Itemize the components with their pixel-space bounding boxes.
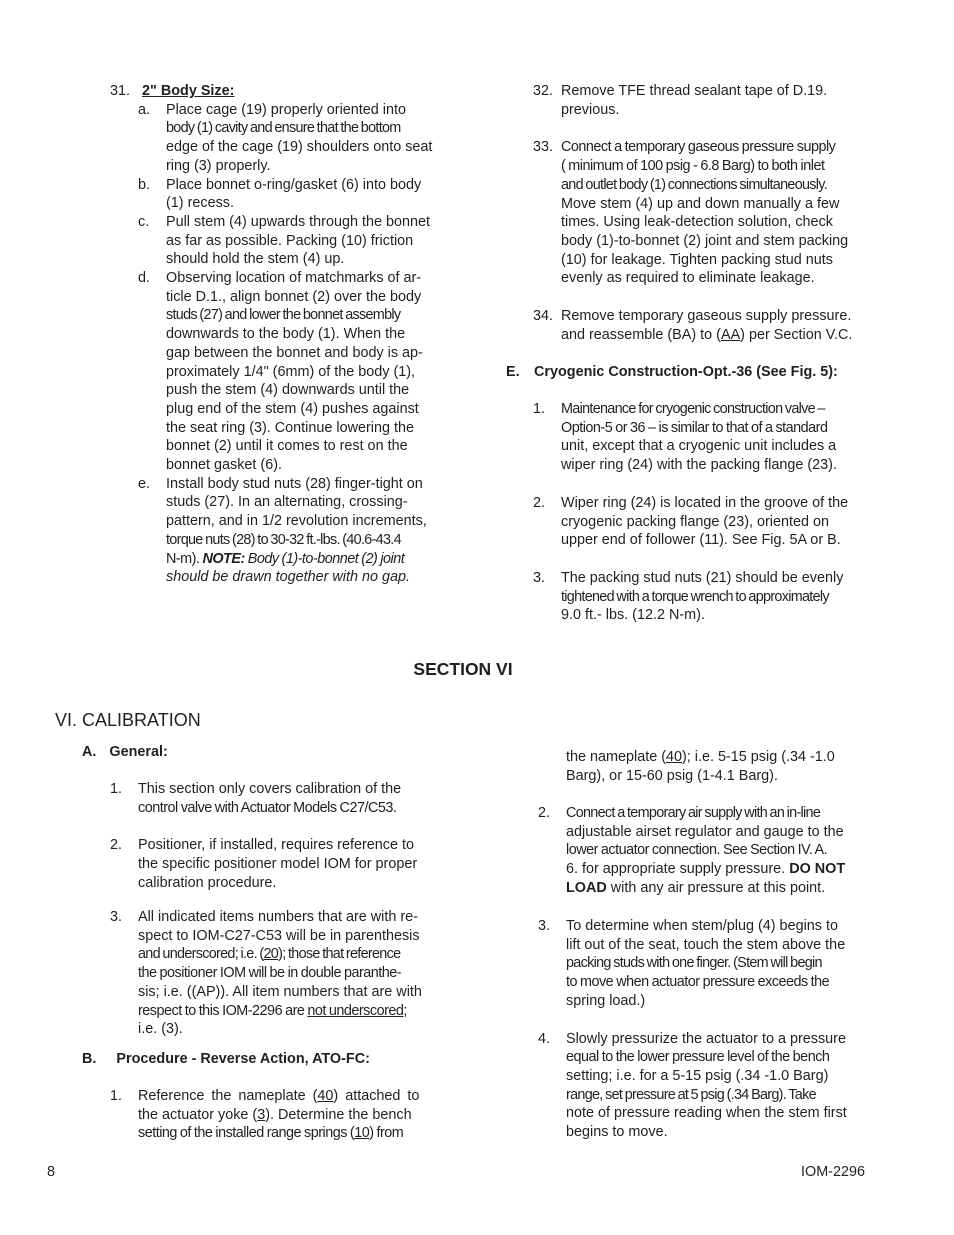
step-31-substeps (110, 101, 442, 587)
step-a3-line: sis; i.e. ((AP)). All item numbers that are with (138, 983, 422, 1000)
step-line: upper end of follower (11). See Fig. 5A or B. (561, 532, 841, 549)
step-number: 2. (538, 805, 551, 821)
substep-line: ring (3) properly. (166, 157, 271, 174)
substep-letter: d. (138, 270, 151, 287)
step-34-line-2: and reassemble (BA) to (AA) per Section V.C. (561, 326, 853, 343)
substep-line: edge of the cage (19) shoulders onto seat (166, 139, 433, 156)
step-33-line: times. Using leak-detection solution, check (561, 214, 833, 231)
document-id: IOM-2296 (801, 1164, 865, 1180)
step-a3-line: respect to this IOM-2296 are not underscored; (138, 1002, 407, 1019)
step-line: control valve with Actuator Models C27/C53. (138, 799, 397, 816)
section-title: General: (109, 744, 168, 760)
step-line: 9.0 ft.- lbs. (12.2 N-m). (561, 607, 705, 624)
step-31-title: 2" Body Size: (142, 83, 235, 99)
step-b2 (538, 804, 878, 898)
item-ref-underscored: 40 (317, 1088, 334, 1104)
step-33-line: ( minimum of 100 psig - 6.8 Barg) to both inlet (561, 158, 825, 175)
step-line: To determine when stem/plug (4) begins to (566, 918, 838, 934)
step-33-line: (10) for leakage. Tighten packing stud nuts (561, 251, 833, 268)
step-line: Slowly pressurize the actuator to a pressure (566, 1030, 846, 1047)
item-ref-underscored: 20 (263, 946, 279, 963)
step-33 (533, 138, 873, 288)
calibration-heading: VI. CALIBRATION (55, 710, 201, 730)
step-34 (533, 307, 873, 344)
section-letter: E. (506, 364, 520, 380)
warning-text: LOAD (566, 879, 607, 896)
left-top-column (110, 82, 442, 587)
step-b1-line: the actuator yoke (3). Determine the bench (138, 1106, 412, 1123)
step-a3-line: and underscored; i.e. (20); those that reference (138, 946, 401, 963)
note-text: Body (1)-to-bonnet (2) joint (247, 550, 405, 567)
step-line: calibration procedure. (138, 874, 277, 891)
section-letter: A. (82, 744, 97, 760)
step-33-line: evenly as required to eliminate leakage. (561, 270, 815, 287)
numbered-step (533, 400, 873, 475)
step-line: spring load.) (566, 992, 646, 1009)
section-a-steps (110, 780, 442, 893)
step-b1 (110, 1087, 442, 1143)
numbered-step (533, 569, 873, 625)
step-33-line: Move stem (4) up and down manually a few (561, 195, 840, 212)
substep-line: plug end of the stem (4) pushes against (166, 400, 419, 417)
section-title: Cryogenic Construction-Opt.-36 (See Fig. 5): (534, 364, 838, 380)
step-number: 1. (110, 1088, 123, 1104)
step-line: The packing stud nuts (21) should be evenly (561, 569, 844, 586)
item-ref-underscored: 40 (666, 749, 683, 765)
substep-line: pattern, and in 1/2 revolution increments, (166, 513, 427, 530)
step-b1-continued (566, 748, 876, 785)
step-number: 34. (533, 308, 554, 325)
step-number: 1. (110, 781, 123, 797)
step-number: 3. (533, 569, 546, 586)
substep-line: push the stem (4) downwards until the (166, 382, 410, 399)
step-line: Positioner, if installed, requires reference to (138, 837, 414, 854)
step-line: to move when actuator pressure exceeds the (566, 974, 830, 991)
step-b1-line: Reference the nameplate (40) attached to (138, 1088, 420, 1104)
section-e-heading (506, 363, 886, 382)
step-line: Wiper ring (24) is located in the groove of the (561, 494, 849, 511)
step-number: 33. (533, 139, 554, 156)
substep-letter: c. (138, 213, 150, 230)
step-a3 (110, 908, 442, 1039)
warning-text: DO NOT (789, 861, 846, 878)
step-number: 32. (533, 83, 554, 99)
step-b2-line: 6. for appropriate supply pressure. DO NOT (566, 861, 846, 878)
substep (110, 213, 442, 269)
step-32 (533, 82, 873, 119)
substep-line: ticle D.1., align bonnet (2) over the body (166, 288, 422, 305)
continued-line: Barg), or 15-60 psig (1-4.1 Barg). (566, 767, 778, 784)
substep-line: studs (27) and lower the bonnet assembly (166, 307, 401, 324)
step-line: unit, except that a cryogenic unit includes a (561, 438, 837, 455)
step-line: Option-5 or 36 – is similar to that of a standard (561, 419, 828, 436)
substep-line: gap between the bonnet and body is ap- (166, 344, 423, 361)
continued-line: the nameplate (40); i.e. 5-15 psig (.34 -1.0 (566, 749, 835, 765)
right-top-column (533, 82, 873, 344)
section-letter: B. (82, 1051, 97, 1067)
substep (110, 101, 442, 176)
numbered-step (533, 494, 873, 550)
step-line: lift out of the seat, touch the stem above the (566, 936, 846, 953)
section-title: Procedure - Reverse Action, ATO-FC: (116, 1051, 370, 1067)
substep (110, 176, 442, 213)
step-line: range, set pressure at 5 psig (.34 Barg). Take (566, 1086, 816, 1103)
section-heading: SECTION VI (413, 659, 513, 679)
step-33-line: Connect a temporary gaseous pressure supply (561, 139, 836, 156)
not-underscored-text: not underscored (307, 1002, 404, 1019)
substep-letter: e. (138, 475, 151, 492)
substep-note-line: N-m). NOTE: Body (1)-to-bonnet (2) joint (166, 550, 405, 567)
step-number: 2. (110, 837, 123, 854)
step-line: tightened with a torque wrench to approximately (561, 588, 829, 605)
step-line: equal to the lower pressure level of the bench (566, 1049, 830, 1066)
step-a3-line: i.e. (3). (138, 1021, 183, 1038)
substep-line: Pull stem (4) upwards through the bonnet (166, 213, 430, 230)
step-a3-line: the positioner IOM will be in double paranthe- (138, 965, 402, 982)
page-number: 8 (47, 1164, 56, 1180)
note-text: should be drawn together with no gap. (166, 569, 411, 586)
note-label: NOTE: (202, 550, 245, 567)
substep-line: Observing location of matchmarks of ar- (166, 270, 422, 287)
step-line: begins to move. (566, 1124, 668, 1141)
section-b-heading (82, 1050, 462, 1069)
substep-line: downwards to the body (1). When the (166, 326, 406, 343)
step-b2-line: adjustable airset regulator and gauge to the (566, 823, 844, 840)
substep-line: Place cage (19) properly oriented into (166, 101, 406, 118)
step-32-line-2: previous. (561, 101, 620, 118)
section-b-steps-right (538, 917, 878, 1142)
step-33-line: and outlet body (1) connections simultaneously. (561, 176, 828, 193)
step-line: wiper ring (24) with the packing flange (23). (561, 457, 837, 474)
item-ref-underscored: AA (720, 326, 741, 343)
substep-line: as far as possible. Packing (10) friction (166, 232, 414, 249)
step-b2-line: LOAD with any air pressure at this point. (566, 879, 826, 896)
step-33-line: body (1)-to-bonnet (2) joint and stem packing (561, 232, 849, 249)
step-number: 3. (110, 909, 123, 925)
substep-line: (1) recess. (166, 195, 234, 212)
substep-line: Install body stud nuts (28) finger-tight on (166, 475, 423, 492)
numbered-step (110, 836, 442, 892)
step-a3-line: All indicated items numbers that are with re- (138, 909, 418, 925)
step-32-line-1: Remove TFE thread sealant tape of D.19. (561, 83, 828, 99)
step-line: This section only covers calibration of the (138, 781, 402, 797)
substep (110, 475, 442, 587)
step-number: 1. (533, 401, 546, 417)
item-ref-underscored: 3 (257, 1106, 266, 1123)
substep-line: body (1) cavity and ensure that the bottom (166, 120, 401, 137)
step-line: the specific positioner model IOM for proper (138, 856, 418, 873)
substep-letter: a. (138, 101, 151, 118)
numbered-step (538, 917, 878, 1011)
step-line: cryogenic packing flange (23), oriented on (561, 513, 829, 530)
step-34-line-1: Remove temporary gaseous supply pressure. (561, 308, 852, 325)
step-line: note of pressure reading when the stem first (566, 1105, 847, 1122)
substep-line: proximately 1/4" (6mm) of the body (1), (166, 363, 416, 380)
step-line: packing studs with one finger. (Stem will begin (566, 955, 822, 972)
step-number: 2. (533, 494, 546, 511)
numbered-step (110, 780, 442, 817)
substep-line: studs (27). In an alternating, crossing- (166, 494, 408, 511)
step-b2-line: Connect a temporary air supply with an in-line (566, 805, 821, 821)
substep-line: the seat ring (3). Continue lowering the (166, 419, 414, 436)
step-number: 4. (538, 1030, 551, 1047)
substep-letter: b. (138, 176, 151, 193)
section-a-heading (82, 743, 442, 762)
item-ref-underscored: 10 (354, 1125, 370, 1142)
step-b1-line: setting of the installed range springs (10) from (138, 1125, 404, 1142)
substep-line: torque nuts (28) to 30-32 ft.-lbs. (40.6-43.4 (166, 531, 401, 548)
step-31 (110, 82, 442, 101)
substep-line: Place bonnet o-ring/gasket (6) into body (166, 176, 422, 193)
section-e-steps (533, 400, 873, 625)
step-number: 3. (538, 918, 551, 934)
substep-line: should hold the stem (4) up. (166, 251, 345, 268)
step-line: setting; i.e. for a 5-15 psig (.34 -1.0 Barg) (566, 1067, 829, 1084)
step-a3-line: spect to IOM-C27-C53 will be in parenthesis (138, 927, 420, 944)
substep-line: bonnet (2) until it comes to rest on the (166, 438, 408, 455)
step-b2-line: lower actuator connection. See Section IV. A. (566, 842, 828, 859)
step-line: Maintenance for cryogenic construction valve – (561, 401, 825, 417)
step-number: 31. (110, 83, 131, 99)
numbered-step (538, 1030, 878, 1142)
substep-line: bonnet gasket (6). (166, 457, 282, 474)
substep (110, 269, 442, 475)
